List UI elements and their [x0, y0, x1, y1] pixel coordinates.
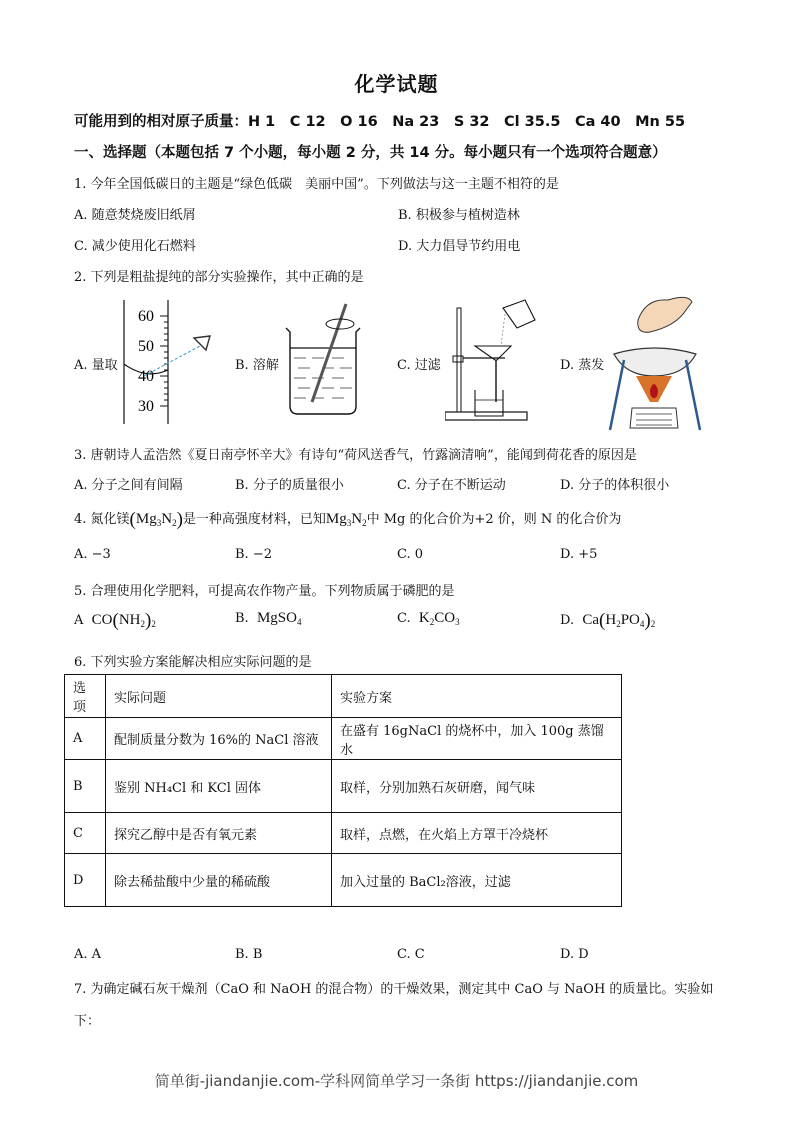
q2-option-d: D. 蒸发 — [560, 358, 605, 373]
header-problem: 实际问题 — [106, 675, 332, 718]
q2-option-b: B. 溶解 — [235, 358, 279, 373]
filtration-figure — [445, 298, 545, 426]
q1-option-a: A. 随意焚烧废旧纸屑 — [74, 208, 196, 223]
table-row — [65, 718, 622, 760]
row-b-plan: 取样，分别加熟石灰研磨，闻气味 — [332, 760, 622, 813]
q4-text-2: 是一种高强度材料，已知 — [182, 512, 326, 527]
header-option: 选项 — [65, 675, 106, 718]
q2-option-c: C. 过滤 — [397, 358, 441, 373]
q3-option-a: A. 分子之间有间隔 — [74, 478, 183, 493]
q4-formula-1: $Mg_3N_2$ — [135, 511, 177, 528]
evaporation-figure — [606, 290, 706, 432]
page-title: 化学试题 — [354, 72, 439, 96]
row-d-plan: 加入过量的 BaCl₂溶液，过滤 — [332, 854, 622, 907]
question-3-stem: 3. 唐朝诗人孟浩然《夏日南亭怀辛大》有诗句“荷风送香气，竹露滴清响”，能闻到荷花香的原因是 — [74, 448, 637, 463]
q3-option-b: B. 分子的质量很小 — [235, 478, 344, 493]
q6-option-d: D. D — [560, 947, 589, 962]
question-4-stem: 4. 氮化镁$(Mg_3N_2)$是一种高强度材料，已知$Mg_3N_2$中 Mg 的化合价为+2 价，则 N 的化合价为 — [74, 509, 622, 530]
row-c-problem: 探究乙醇中是否有氧元素 — [106, 813, 332, 854]
row-a-problem: 配制质量分数为 16%的 NaCl 溶液 — [106, 718, 332, 760]
q1-option-c: C. 减少使用化石燃料 — [74, 239, 196, 254]
row-b-option: B — [65, 760, 106, 813]
question-6-stem: 6. 下列实验方案能解决相应实际问题的是 — [74, 655, 312, 670]
q4-text-1: 4. 氮化镁 — [74, 512, 130, 527]
q2-option-a: A. 量取 — [74, 358, 118, 373]
question-7-stem-line2: 下： — [74, 1014, 101, 1029]
q4-option-c: C. 0 — [397, 547, 424, 562]
row-a-plan: 在盛有 16gNaCl 的烧杯中，加入 100g 蒸馏水 — [332, 718, 622, 760]
q6-option-a: A. A — [74, 947, 102, 962]
q5-option-c: C. $K_2CO_3$ — [397, 610, 460, 627]
q6-option-b: B. B — [235, 947, 263, 962]
row-d-option: D — [65, 854, 106, 907]
q4-formula-2: $Mg_3N_2$ — [325, 511, 367, 528]
experiment-table — [64, 674, 622, 907]
q1-option-d: D. 大力倡导节约用电 — [398, 239, 521, 254]
question-5-stem: 5. 合理使用化学肥料，可提高农作物产量。下列物质属于磷肥的是 — [74, 584, 455, 599]
hand-icon — [638, 297, 692, 332]
row-b-problem: 鉴别 NH₄Cl 和 KCl 固体 — [106, 760, 332, 813]
tick-40: 40 — [138, 368, 154, 385]
question-2-stem: 2. 下列是粗盐提纯的部分实验操作，其中正确的是 — [74, 270, 364, 285]
section-header: 一、选择题（本题包括 7 个小题，每小题 2 分，共 14 分。每小题只有一个选项符合题意） — [74, 145, 667, 161]
q3-option-c: C. 分子在不断运动 — [397, 478, 506, 493]
row-c-option: C — [65, 813, 106, 854]
q5-option-b: B. MgSO$_4$ — [235, 610, 302, 627]
q4-text-3: 中 Mg 的化合价为+2 价，则 N 的化合价为 — [366, 512, 622, 527]
tick-60: 60 — [138, 308, 154, 325]
q6-option-c: C. C — [397, 947, 425, 962]
q5-option-d: D. $Ca(H_2PO_4)_2$ — [560, 610, 656, 631]
table-row — [65, 760, 622, 813]
table-row — [65, 854, 622, 907]
tick-30: 30 — [138, 398, 154, 415]
eye-icon — [194, 336, 210, 350]
row-d-problem: 除去稀盐酸中少量的稀硫酸 — [106, 854, 332, 907]
table-header-row — [65, 675, 622, 718]
q3-option-d: D. 分子的体积很小 — [560, 478, 670, 493]
atomic-masses: 可能用到的相对原子质量：H 1 C 12 O 16 Na 23 S 32 Cl 35.5 Ca 40 Mn 55 — [74, 114, 686, 130]
watermark-footer: 简单街-jiandanjie.com-学科网简单学习一条街 https://jiandanjie.com — [154, 1072, 639, 1090]
question-1-stem: 1. 今年全国低碳日的主题是“绿色低碳 美丽中国”。下列做法与这一主题不相符的是 — [74, 177, 559, 192]
graduated-cylinder-figure — [120, 298, 220, 424]
tick-50: 50 — [138, 338, 154, 355]
header-plan: 实验方案 — [332, 675, 622, 718]
q4-option-d: D. +5 — [560, 547, 598, 562]
row-c-plan: 取样，点燃，在火焰上方罩干冷烧杯 — [332, 813, 622, 854]
table-row — [65, 813, 622, 854]
q4-option-b: B. −2 — [235, 547, 272, 562]
question-7-stem-line1: 7. 为确定碱石灰干燥剂（CaO 和 NaOH 的混合物）的干燥效果，测定其中 CaO 与 NaOH 的质量比。实验如 — [74, 982, 714, 997]
q4-option-a: A. −3 — [74, 547, 111, 562]
q5-option-a: A $CO(NH_2)_2$ — [74, 610, 156, 631]
beaker-stirring-figure — [282, 302, 362, 420]
row-a-option: A — [65, 718, 106, 760]
q1-option-b: B. 积极参与植树造林 — [398, 208, 520, 223]
